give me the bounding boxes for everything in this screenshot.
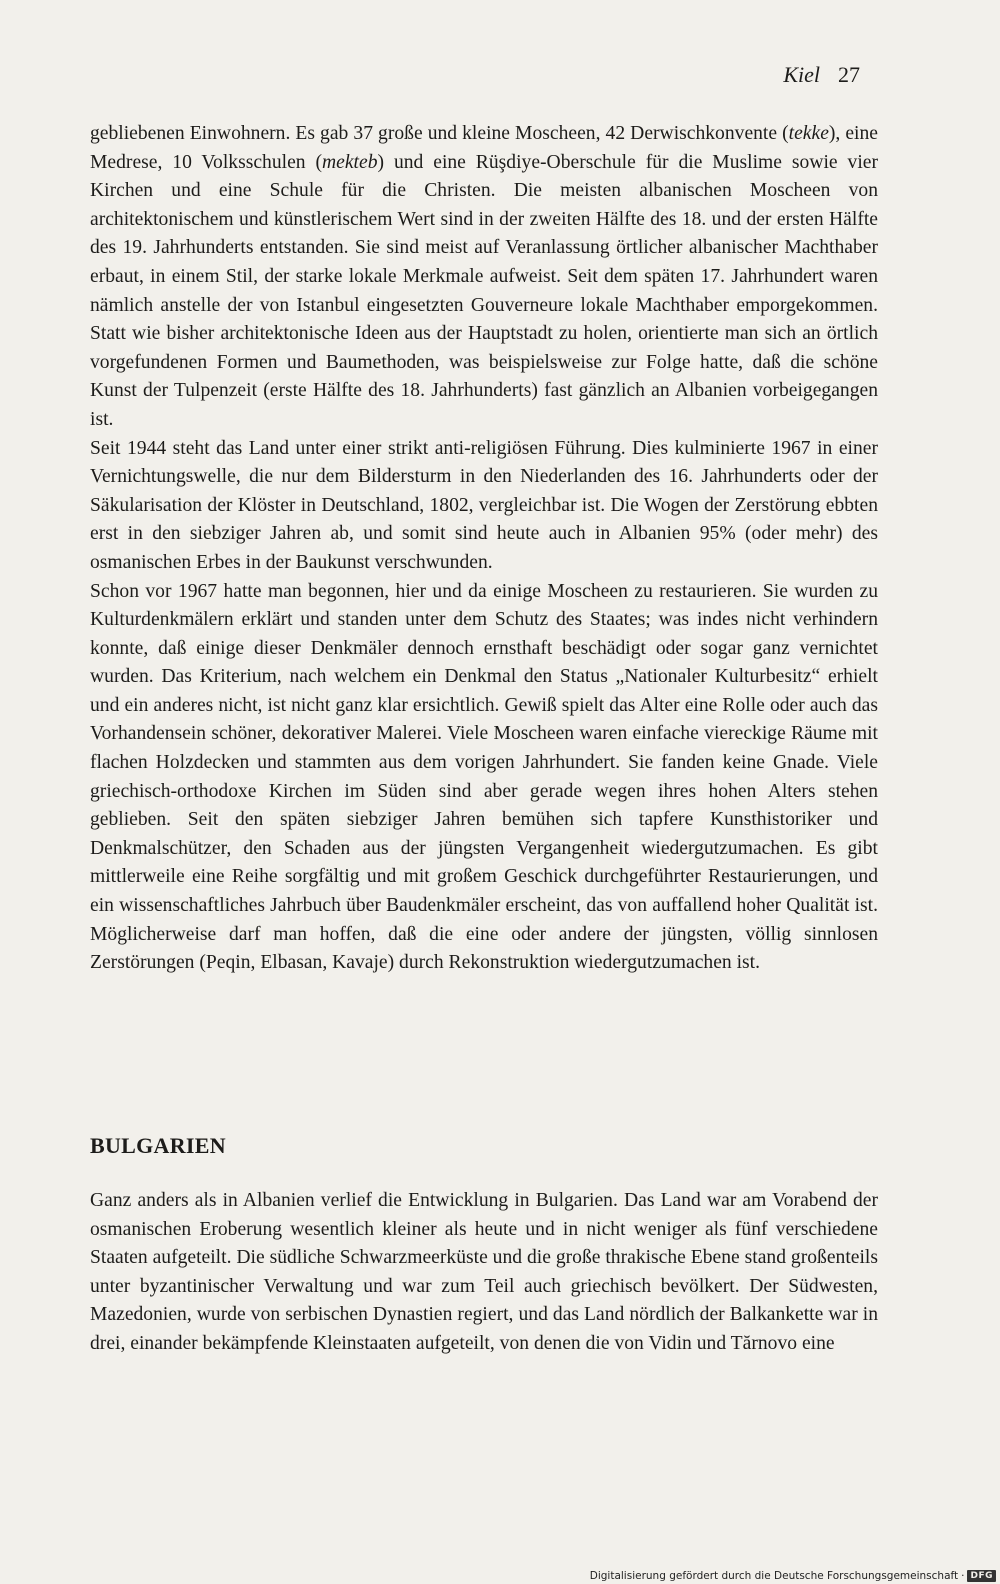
text-run: Schon vor 1967 hatte man begonnen, hier und da einige Moscheen zu restaurieren. Sie wurden zu Kulturdenkmälern erklärt und standen unter dem Schutz des Staates; was indes nicht verhindern konnte, daß einige dieser Denkmäler dennoch ernsthaft beschädigt oder sogar ganz vernichtet wurden. Das Kriterium, nach welchem ein Denkmal den Status „Nationaler Kulturbesitz“ erhielt und ein anderes nicht, ist nicht ganz klar ersichtlich. Gewiß spielt das Alter eine Rolle oder auch das Vorhandensein schöner, dekorativer Malerei. Viele Moscheen waren einfache viereckige Räume mit flachen Holzdecken und stammten aus dem vorigen Jahrhundert. Sie fanden keine Gnade. Viele griechisch-orthodoxe Kirchen im Süden sind aber gerade wegen ihres hohen Alters stehen geblieben. Seit den späten siebziger Jahren bemühen sich tapfere Kunsthistoriker und Denkmalschützer, den Schaden aus der jüngsten Vergangenheit wiedergutzumachen. Es gibt mittlerweile eine Reihe sorgfältig und mit großem Geschick durchgeführter Restaurierungen, und ein wissenschaftliches Jahrbuch über Baudenkmäler erscheint, das von auffallend hoher Qualität ist. Möglicherweise darf man hoffen, daß die eine oder andere der jüngsten, völlig sinnlosen Zerstörungen (Peqin, Elbasan, Kavaje) durch Rekonstruktion wiedergutzumachen ist.	[90, 580, 878, 974]
dfg-logo: DFG	[967, 1570, 996, 1582]
running-head	[783, 62, 860, 88]
digitization-credit: Digitalisierung gefördert durch die Deutsche Forschungsgemeinschaft · DFG	[590, 1570, 996, 1582]
italic-term: mekteb	[322, 151, 378, 173]
paragraph	[90, 578, 878, 978]
digitization-credit-text: Digitalisierung gefördert durch die Deutsche Forschungsgemeinschaft	[589, 1570, 959, 1582]
body-text-section-1	[90, 120, 878, 978]
page-number: 27	[838, 62, 860, 87]
paragraph	[90, 1187, 878, 1359]
running-head-author: Kiel	[783, 62, 820, 87]
section-heading: BULGARIEN	[90, 1133, 226, 1158]
italic-term: tekke	[788, 123, 829, 144]
text-run: ), eine Medrese, 10 Volksschulen (	[90, 123, 878, 173]
text-run: ) und eine Rüşdiye-Oberschule für die Muslime sowie vier Kirchen und eine Schule für die Christen. Die meisten albanischen Moscheen von architektonischem und künstlerischem Wert sind in der zweiten Hälfte des 18. und der ersten Hälfte des 19. Jahrhunderts entstanden. Sie sind meist auf Veranlassung örtlicher albanischer Machthaber erbaut, in einem Stil, der starke lokale Merkmale aufweist. Seit dem späten 17. Jahrhundert waren nämlich anstelle der von Istanbul eingesetzten Gouverneure lokale Machthaber emporgekommen. Statt wie bisher architektonische Ideen aus der Hauptstadt zu holen, orientierte man sich an örtlich vorgefundenen Formen und Baumethoden, was beispielsweise zur Folge hatte, daß die schöne Kunst der Tulpenzeit (erste Hälfte des 18. Jahrhunderts) fast gänzlich an Albanien vorbeigegangen ist.	[90, 151, 878, 430]
text-run: Ganz anders als in Albanien verlief die Entwicklung in Bulgarien. Das Land war am Vorabend der osmanischen Eroberung wesentlich kleiner als heute und in nicht weniger als fünf verschiedene Staaten aufgeteilt. Die südliche Schwarzmeerküste und die große thrakische Ebene stand großenteils unter byzantinischer Verwaltung und war zum Teil auch griechisch bevölkert. Der Südwesten, Mazedonien, wurde von serbischen Dynastien regiert, und das Land nördlich der Balkankette war in drei, einander bekämpfende Kleinstaaten aufgeteilt, von denen die von Vidin und Tărnovo eine	[90, 1190, 878, 1354]
paragraph	[90, 435, 878, 578]
body-text-section-2	[90, 1187, 878, 1359]
paragraph	[90, 120, 878, 435]
text-run: gebliebenen Einwohnern. Es gab 37 große und kleine Moscheen, 42 Derwischkonvente (	[90, 123, 789, 144]
text-run: Seit 1944 steht das Land unter einer strikt anti-religiösen Führung. Dies kulminierte 1967 in einer Vernichtungswelle, die nur dem Bildersturm in den Niederlanden des 16. Jahrhunderts oder der Säkularisation der Klöster in Deutschland, 1802, vergleichbar ist. Die Wogen der Zerstörung ebbten erst in den siebziger Jahren ab, und somit sind heute auch in Albanien 95% (oder mehr) des osmanischen Erbes in der Baukunst verschwunden.	[90, 437, 878, 573]
